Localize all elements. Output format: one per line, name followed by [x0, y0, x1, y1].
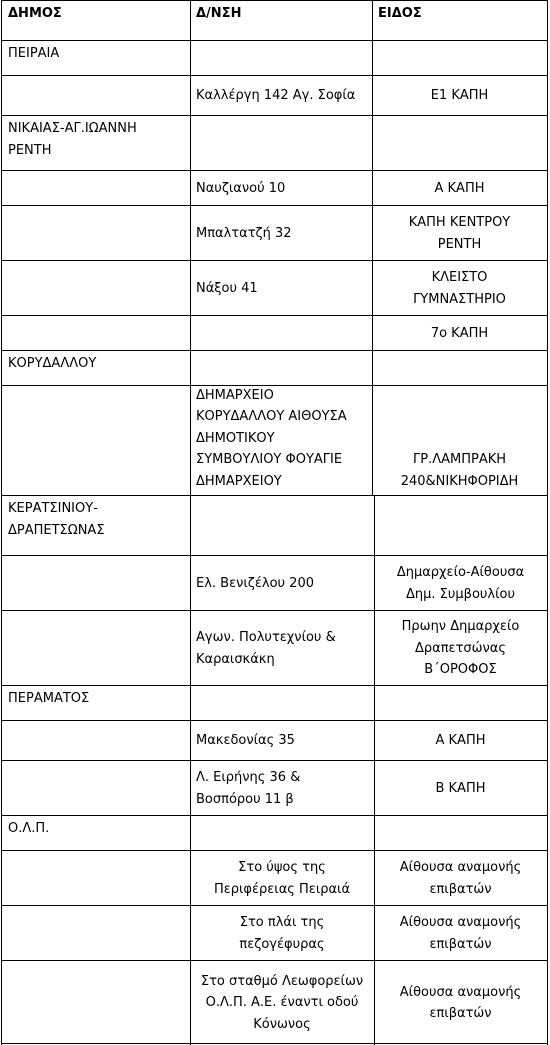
header-dimos: ΔΗΜΟΣ — [8, 6, 62, 21]
column-divider — [547, 315, 548, 351]
column-divider — [547, 760, 548, 816]
cell-eidos: Δημαρχείο-Αίθουσα Δημ. Συμβουλίου — [396, 565, 525, 602]
cell-eidos: Πρωην Δημαρχείο Δραπετσώνας Β΄ΟΡΟΦΟΣ — [401, 619, 520, 678]
column-divider — [547, 720, 548, 761]
column-divider — [190, 760, 191, 816]
row-divider — [1, 815, 548, 816]
row-divider — [1, 960, 548, 961]
cell-dimos: ΠΕΙΡΑΙΑ — [8, 46, 60, 61]
column-divider — [372, 385, 373, 496]
column-divider — [374, 960, 375, 1045]
column-divider — [547, 0, 548, 41]
column-divider — [190, 495, 191, 556]
column-divider — [190, 385, 191, 496]
column-divider — [190, 555, 191, 611]
row-divider — [1, 75, 548, 76]
cell-eidos: Β ΚΑΠΗ — [435, 780, 486, 796]
cell-dnsi: Στο ύψος της Περιφέρειας Πειραιά — [213, 860, 351, 897]
cell-eidos: Α ΚΑΠΗ — [434, 180, 485, 196]
cell-dnsi: Ναυζιανού 10 — [196, 180, 286, 196]
column-divider — [547, 40, 548, 76]
cell-eidos: Αίθουσα αναμονής επιβατών — [399, 984, 522, 1021]
cell-eidos: ΚΑΠΗ ΚΕΝΤΡΟΥ ΡΕΝΤΗ — [408, 215, 511, 252]
column-divider — [190, 815, 191, 851]
row-divider — [1, 685, 548, 686]
column-divider — [190, 315, 191, 351]
column-divider — [547, 170, 548, 206]
row-divider — [1, 905, 548, 906]
column-divider — [547, 850, 548, 906]
row-divider — [1, 495, 548, 496]
column-divider — [547, 685, 548, 721]
row-divider — [1, 610, 548, 611]
column-divider — [1, 0, 2, 41]
cell-dnsi: Λ. Ειρήνης 36 & Βοσπόρου 11 β — [196, 770, 301, 807]
cell-dimos: ΚΕΡΑΤΣΙΝΙΟΥ- ΔΡΑΠΕΤΣΩΝΑΣ — [8, 501, 105, 538]
column-divider — [1, 205, 2, 261]
column-divider — [547, 260, 548, 316]
row-divider — [1, 850, 548, 851]
column-divider — [1, 555, 2, 611]
column-divider — [547, 115, 548, 171]
cell-dnsi: Μπαλτατζή 32 — [196, 225, 292, 241]
column-divider — [547, 905, 548, 961]
header-dnsi: Δ/ΝΣΗ — [196, 6, 242, 21]
column-divider — [190, 720, 191, 761]
column-divider — [372, 115, 373, 171]
cell-eidos: ΚΛΕΙΣΤΟ ΓΥΜΝΑΣΤΗΡΙΟ — [413, 270, 506, 307]
column-divider — [190, 115, 191, 171]
column-divider — [1, 960, 2, 1045]
column-divider — [547, 555, 548, 611]
column-divider — [1, 815, 2, 851]
column-divider — [190, 905, 191, 961]
column-divider — [1, 495, 2, 556]
column-divider — [374, 905, 375, 961]
row-divider — [1, 260, 548, 261]
cell-eidos: ΓΡ.ΛΑΜΠΡΑΚΗ 240&ΝΙΚΗΦΟΡΙΔΗ — [400, 452, 519, 489]
column-divider — [190, 610, 191, 686]
cell-dnsi: ΔΗΜΑΡΧΕΙΟ ΚΟΡΥΔΑΛΛΟΥ ΑΙΘΟΥΣΑ ΔΗΜΟΤΙΚΟΥ ΣΥΜΒΟΥΛΙΟΥ ΦΟΥΑΓΙΕ ΔΗΜΑΡΧΕΙΟΥ — [196, 387, 347, 489]
column-divider — [1, 720, 2, 761]
row-divider — [1, 205, 548, 206]
cell-dnsi: Μακεδονίας 35 — [196, 733, 295, 749]
row-divider — [1, 350, 548, 351]
column-divider — [372, 315, 373, 351]
column-divider — [547, 960, 548, 1045]
column-divider — [372, 170, 373, 206]
column-divider — [1, 760, 2, 816]
column-divider — [190, 960, 191, 1045]
column-divider — [190, 170, 191, 206]
column-divider — [374, 685, 375, 721]
column-divider — [190, 0, 191, 41]
cell-dnsi: Νάξου 41 — [196, 280, 258, 296]
row-divider — [1, 385, 548, 386]
column-divider — [190, 40, 191, 76]
column-divider — [1, 40, 2, 76]
cell-eidos: Αίθουσα αναμονής επιβατών — [399, 860, 522, 897]
column-divider — [372, 75, 373, 116]
column-divider — [372, 205, 373, 261]
column-divider — [1, 170, 2, 206]
column-divider — [374, 720, 375, 761]
row-divider — [1, 555, 548, 556]
cell-dnsi: Ελ. Βενιζέλου 200 — [196, 575, 314, 591]
column-divider — [374, 850, 375, 906]
cell-eidos: Ε1 ΚΑΠΗ — [430, 88, 489, 104]
column-divider — [190, 350, 191, 386]
column-divider — [190, 850, 191, 906]
column-divider — [547, 350, 548, 386]
column-divider — [1, 685, 2, 721]
row-divider — [1, 170, 548, 171]
cell-eidos: Α ΚΑΠΗ — [435, 733, 486, 749]
cell-dnsi: Στο σταθμό Λεωφορείων Ο.Λ.Π. Α.Ε. έναντι οδού Κόνωνος — [200, 973, 364, 1032]
header-eidos: ΕΙΔΟΣ — [378, 6, 422, 21]
column-divider — [1, 350, 2, 386]
row-divider — [1, 720, 548, 721]
column-divider — [374, 760, 375, 816]
column-divider — [1, 315, 2, 351]
cell-dnsi: Αγων. Πολυτεχνίου & Καραισκάκη — [196, 630, 336, 667]
column-divider — [547, 495, 548, 556]
row-divider — [1, 315, 548, 316]
column-divider — [190, 260, 191, 316]
column-divider — [1, 115, 2, 171]
column-divider — [547, 815, 548, 851]
column-divider — [547, 610, 548, 686]
column-divider — [547, 75, 548, 116]
row-divider — [1, 40, 548, 41]
cell-dimos: Ο.Λ.Π. — [8, 821, 50, 836]
column-divider — [372, 40, 373, 76]
column-divider — [1, 260, 2, 316]
row-divider — [1, 0, 548, 1]
column-divider — [374, 610, 375, 686]
column-divider — [1, 75, 2, 116]
column-divider — [374, 555, 375, 611]
column-divider — [1, 905, 2, 961]
cell-dimos: ΠΕΡΑΜΑΤΟΣ — [8, 691, 90, 706]
cell-dnsi: Καλλέργη 142 Αγ. Σοφία — [196, 88, 356, 104]
cell-dnsi: Στο πλάι της πεζογέφυρας — [239, 915, 325, 952]
column-divider — [1, 385, 2, 496]
column-divider — [372, 350, 373, 386]
column-divider — [374, 815, 375, 851]
column-divider — [190, 75, 191, 116]
column-divider — [547, 385, 548, 496]
cell-dimos: ΝΙΚΑΙΑΣ-ΑΓ.ΙΩΑΝΝΗ ΡΕΝΤΗ — [8, 121, 137, 158]
cell-eidos: Αίθουσα αναμονής επιβατών — [399, 915, 522, 952]
column-divider — [372, 0, 373, 41]
column-divider — [547, 205, 548, 261]
cell-dimos: ΚΟΡΥΔΑΛΛΟΥ — [8, 356, 97, 371]
column-divider — [1, 850, 2, 906]
column-divider — [190, 205, 191, 261]
column-divider — [372, 260, 373, 316]
column-divider — [374, 495, 375, 556]
column-divider — [1, 610, 2, 686]
column-divider — [190, 685, 191, 721]
row-divider — [1, 115, 548, 116]
cell-eidos: 7ο ΚΑΠΗ — [430, 325, 489, 341]
row-divider — [1, 760, 548, 761]
